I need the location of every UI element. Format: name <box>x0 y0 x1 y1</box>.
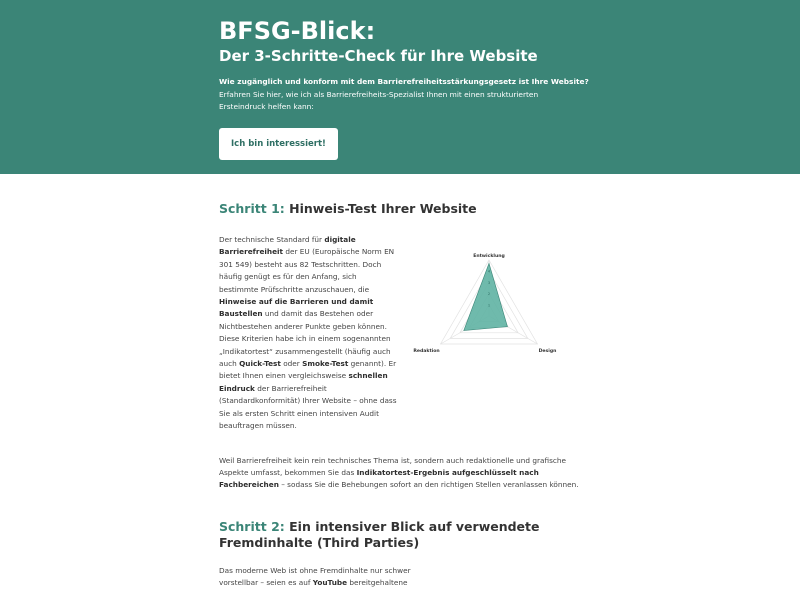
step-1-paragraph <box>219 234 397 433</box>
radar-chart-svg <box>397 234 581 414</box>
step-2-section <box>219 519 581 590</box>
step-2-paragraph <box>219 565 419 590</box>
axis-label-redaktion: Redaktion <box>413 349 440 354</box>
step-2-title: Ein intensiver Blick auf verwendete Fremdinhalte (Third Parties) <box>219 518 540 550</box>
bold-span: digitale Barrierefreiheit <box>219 235 356 257</box>
step-1-paragraph-2 <box>219 455 581 492</box>
step-2-label: Schritt 2: <box>219 518 285 534</box>
text-span: der Barrierefreiheit (Standardkonformität) Ihrer Website – ohne dass Sie als ersten Schritt einen intensiven Audit beauftragen müssen. <box>219 383 397 431</box>
main-content <box>0 174 800 590</box>
text-span: Der technische Standard für <box>219 235 325 244</box>
radar-chart <box>397 234 581 414</box>
text-span: Das moderne Web ist ohne Fremdinhalte nur schwer vorstellbar – seien es auf <box>219 565 411 588</box>
interested-button[interactable]: Ich bin interessiert! <box>219 128 338 160</box>
bold-span: schnellen Eindruck <box>219 371 388 393</box>
step-1-row <box>219 234 581 433</box>
radar-tick-label: 3 <box>487 280 491 285</box>
axis-label-design: Design <box>538 349 557 354</box>
step-1-title: Hinweis-Test Ihrer Website <box>289 201 477 216</box>
text-span: genannt). Er bietet Ihnen einen vergleichsweise <box>219 359 397 381</box>
bold-span: Hinweise auf die Barrieren und damit Baustellen <box>219 297 374 319</box>
bold-span: Quick-Test <box>239 359 281 369</box>
radar-tick-label: 4 <box>487 269 491 274</box>
hero-subtitle: Der 3-Schritte-Check für Ihre Website <box>219 47 538 65</box>
hero-intro: Erfahren Sie hier, wie ich als Barrierefreiheits-Spezialist Ihnen mit einen strukturierten Ersteindruck helfen kann: <box>219 89 539 111</box>
hero-title: BFSG-Blick: <box>219 17 376 45</box>
bold-span: Smoke-Test <box>302 359 349 369</box>
hero-banner <box>0 0 800 174</box>
text-span: bereitgehaltene <box>347 578 408 588</box>
step-2-heading <box>219 519 581 551</box>
step-1-heading <box>219 201 581 217</box>
text-span: der EU (Europäische Norm EN 301 549) besteht aus 82 Testschritten. Doch häufig genügt es für den Anfang, sich bestimmte Prüfschritte anzuschauen, die <box>219 247 395 294</box>
hero-lead: Wie zugänglich und konform mit dem Barrierefreiheitsstärkungsgesetz ist Ihre Website? <box>219 77 589 86</box>
radar-data-polygon <box>464 263 508 330</box>
radar-tick-label: 1 <box>487 303 491 308</box>
step-1-label: Schritt 1: <box>219 201 285 216</box>
text-span: – sodass Sie die Behebungen sofort an den richtigen Stellen veranlassen können. <box>278 480 579 490</box>
text-span: und damit das Bestehen oder Nichtbestehen anderer Punkte geben können. Diese Kriterien habe ich in einem sogenannten „Indikatortest“ zusammengestellt (häufig auch auch <box>219 309 391 369</box>
text-span: oder <box>280 359 303 369</box>
bold-span: Indikatortest-Ergebnis aufgeschlüsselt nach Fachbereichen <box>219 467 539 490</box>
bold-span: YouTube <box>312 578 348 588</box>
axis-label-entwicklung: Entwicklung <box>473 254 505 259</box>
step-1-section <box>219 201 581 492</box>
text-span: Weil Barrierefreiheit kein rein technisches Thema ist, sondern auch redaktionelle und grafische Aspekte umfasst, bekommen Sie das <box>219 455 567 477</box>
radar-tick-label: 2 <box>487 292 491 297</box>
